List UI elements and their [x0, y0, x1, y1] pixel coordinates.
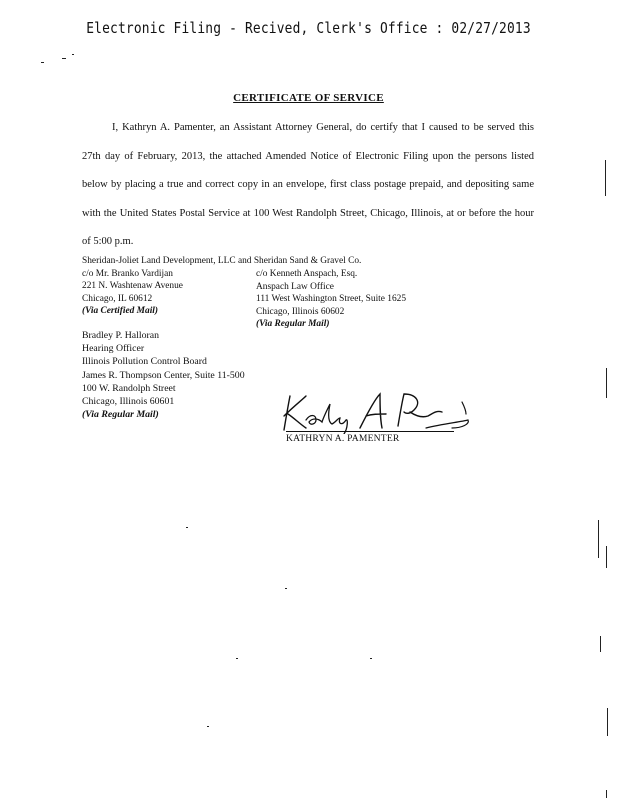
filing-stamp-header: Electronic Filing - Recived, Clerk's Office : 02/27/2013 — [86, 19, 531, 37]
signature-block — [276, 388, 476, 450]
recipient-line: Chicago, IL 60612 — [82, 293, 153, 304]
delivery-method: (Via Regular Mail) — [82, 409, 159, 421]
scan-speck — [72, 54, 74, 55]
scan-edge-mark — [600, 636, 601, 652]
scan-edge-mark — [607, 708, 608, 736]
recipient-line: c/o Kenneth Anspach, Esq. — [256, 269, 358, 279]
recipient-line: James R. Thompson Center, Suite 11-500 — [82, 369, 245, 381]
scan-speck — [62, 58, 66, 59]
scan-edge-mark — [598, 520, 599, 558]
delivery-method: (Via Certified Mail) — [82, 306, 159, 317]
recipient-line: Bradley P. Halloran — [82, 330, 159, 341]
certificate-title: CERTIFICATE OF SERVICE — [233, 92, 384, 104]
recipient-line: Illinois Pollution Control Board — [82, 356, 207, 368]
service-recipient-anspach — [256, 268, 406, 331]
recipient-line: c/o Mr. Branko Vardijan — [82, 268, 173, 279]
recipient-line: 111 West Washington Street, Suite 1625 — [256, 294, 407, 305]
recipient-line: Chicago, Illinois 60602 — [256, 306, 345, 317]
recipient-line: Anspach Law Office — [256, 281, 334, 292]
scan-speck — [207, 726, 209, 727]
scan-speck — [285, 588, 287, 589]
scan-speck — [370, 658, 372, 659]
signature-line — [286, 431, 454, 432]
handwritten-signature — [276, 388, 476, 434]
scan-speck — [186, 527, 188, 528]
scan-edge-mark — [606, 368, 607, 398]
scan-edge-mark — [606, 546, 607, 568]
recipient-line: Chicago, Illinois 60601 — [82, 396, 175, 408]
recipient-line: Hearing Officer — [82, 343, 145, 355]
signatory-name: KATHRYN A. PAMENTER — [286, 433, 400, 444]
scan-edge-mark — [605, 160, 606, 196]
recipient-line: 100 W. Randolph Street — [82, 382, 176, 394]
scan-speck — [41, 62, 44, 63]
service-recipient-halloran — [82, 329, 245, 421]
certificate-body: I, Kathryn A. Pamenter, an Assistant Attorney General, do certify that I caused to be served this 27th day of February, 2013, the attached Amended Notice of Electronic Filing upon the persons listed below by placing a true and correct copy in an envelope, first class postage prepaid, and depositing same with the United States Postal Service at 100 West Randolph Street, Chicago, Illinois, at or before the hour of 5:00 p.m. — [82, 122, 534, 247]
recipient-line: 221 N. Washtenaw Avenue — [82, 281, 183, 292]
scan-edge-mark — [606, 790, 607, 798]
recipient-heading: Sheridan-Joliet Land Development, LLC and Sheridan Sand & Gravel Co. — [82, 256, 362, 266]
scan-speck — [236, 658, 238, 659]
delivery-method: (Via Regular Mail) — [256, 319, 330, 330]
